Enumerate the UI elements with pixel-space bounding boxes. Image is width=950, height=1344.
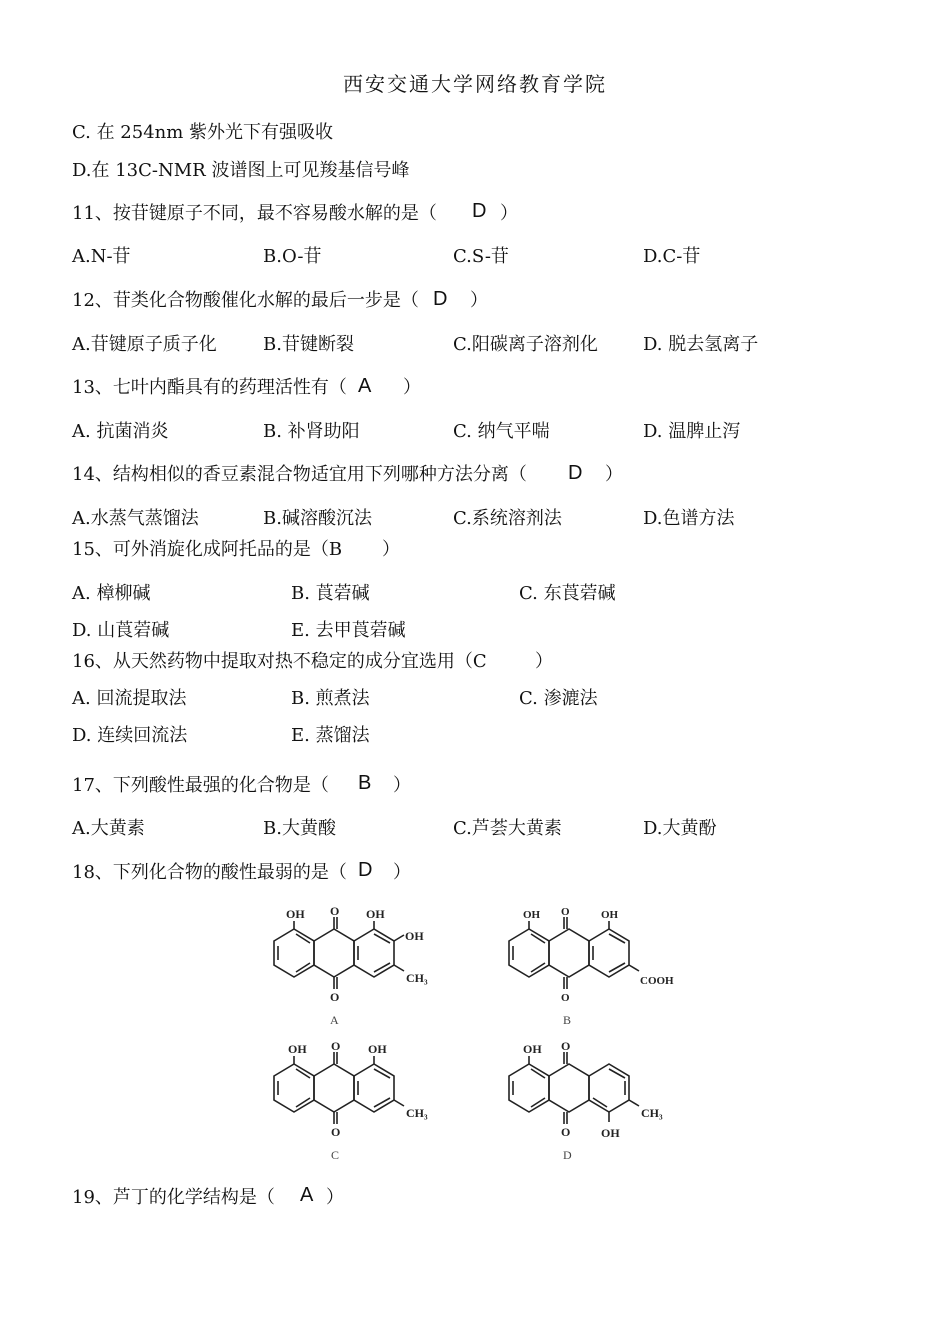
question-12-option: D. 脱去氢离子 xyxy=(643,334,759,355)
question-12-close: ） xyxy=(470,290,488,311)
question-16-option: C. 渗漉法 xyxy=(519,688,598,709)
question-11-option: D.C-苷 xyxy=(643,246,701,267)
structure-c xyxy=(260,1035,450,1169)
label-ch3: CH₃ xyxy=(406,1106,428,1120)
label-o: O xyxy=(561,992,570,1004)
label-oh: OH xyxy=(405,929,424,943)
label-oh: OH xyxy=(366,907,385,921)
question-11-stem: 11、按苷键原子不同，最不容易酸水解的是（ xyxy=(72,203,437,224)
question-16-option: A. 回流提取法 xyxy=(72,688,187,709)
question-12-answer: D xyxy=(433,288,448,310)
question-14-option: B.碱溶酸沉法 xyxy=(263,508,372,529)
question-13-answer: A xyxy=(358,375,372,397)
question-13-option: D. 温脾止泻 xyxy=(643,421,741,442)
question-13-stem: 13、七叶内酯具有的药理活性有（ xyxy=(72,377,347,398)
question-14-close: ） xyxy=(605,464,623,485)
structure-b xyxy=(495,900,695,1034)
question-14-stem: 14、结构相似的香豆素混合物适宜用下列哪种方法分离（ xyxy=(72,464,527,485)
question-11-close: ） xyxy=(500,203,518,224)
label-cooh: COOH xyxy=(640,975,674,987)
question-13-close: ） xyxy=(403,377,421,398)
question-12-option: C.阳碳离子溶剂化 xyxy=(453,334,598,355)
question-15-option: A. 樟柳碱 xyxy=(72,583,151,604)
question-13-option: A. 抗菌消炎 xyxy=(72,421,169,442)
question-17-option: C.芦荟大黄素 xyxy=(453,818,562,839)
question-15-close: ） xyxy=(382,539,400,560)
question-15-option: E. 去甲莨菪碱 xyxy=(291,620,406,641)
question-13-option: B. 补肾助阳 xyxy=(263,421,360,442)
option-line: C. 在 254nm 紫外光下有强吸收 xyxy=(72,122,334,143)
question-18-close: ） xyxy=(393,862,411,883)
label-ch3: CH₃ xyxy=(406,971,428,985)
structure-d xyxy=(495,1035,685,1169)
question-18-answer: D xyxy=(358,859,373,881)
label-oh: OH xyxy=(288,1042,307,1056)
label-oh: OH xyxy=(523,1042,542,1056)
question-11-option: A.N-苷 xyxy=(72,246,131,267)
question-12-option: A.苷键原子质子化 xyxy=(72,334,217,355)
question-16-close: ） xyxy=(535,651,553,672)
question-14-option: D.色谱方法 xyxy=(643,508,735,529)
label-o: O xyxy=(330,904,340,918)
structure-caption: A xyxy=(330,1013,339,1027)
label-o: O xyxy=(330,990,340,1004)
question-14-answer: D xyxy=(568,462,583,484)
structure-caption: C xyxy=(331,1148,340,1162)
question-17-option: B.大黄酸 xyxy=(263,818,336,839)
question-16-option: E. 蒸馏法 xyxy=(291,725,370,746)
question-12-stem: 12、苷类化合物酸催化水解的最后一步是（ xyxy=(72,290,419,311)
question-17-answer: B xyxy=(358,772,372,794)
question-19-close: ） xyxy=(326,1187,344,1208)
label-oh: OH xyxy=(368,1042,387,1056)
label-oh: OH xyxy=(286,907,305,921)
question-11-answer: D xyxy=(472,200,487,222)
question-11-option: C.S-苷 xyxy=(453,246,509,267)
label-o: O xyxy=(561,906,570,918)
page-header: 西安交通大学网络教育学院 xyxy=(343,72,607,96)
question-17-option: D.大黄酚 xyxy=(643,818,717,839)
question-17-option: A.大黄素 xyxy=(72,818,145,839)
label-o: O xyxy=(331,1039,341,1053)
label-o: O xyxy=(561,1125,571,1139)
question-16-stem: 16、从天然药物中提取对热不稳定的成分宜选用（C xyxy=(72,651,487,672)
question-13-option: C. 纳气平喘 xyxy=(453,421,550,442)
question-11-option: B.O-苷 xyxy=(263,246,322,267)
label-ch3: CH₃ xyxy=(641,1106,663,1120)
question-12-option: B.苷键断裂 xyxy=(263,334,354,355)
question-15-stem: 15、可外消旋化成阿托品的是（B xyxy=(72,539,343,560)
question-15-option: D. 山莨菪碱 xyxy=(72,620,170,641)
label-o: O xyxy=(561,1039,571,1053)
structure-caption: D xyxy=(563,1148,572,1162)
question-17-close: ） xyxy=(393,775,411,796)
question-14-option: C.系统溶剂法 xyxy=(453,508,562,529)
question-16-option: B. 煎煮法 xyxy=(291,688,370,709)
option-line: D.在 13C-NMR 波谱图上可见羧基信号峰 xyxy=(72,160,410,181)
question-19-answer: A xyxy=(300,1184,314,1206)
question-16-option: D. 连续回流法 xyxy=(72,725,188,746)
question-17-stem: 17、下列酸性最强的化合物是（ xyxy=(72,775,329,796)
structure-a xyxy=(260,900,450,1034)
label-oh: OH xyxy=(601,1126,620,1140)
question-18-stem: 18、下列化合物的酸性最弱的是（ xyxy=(72,862,347,883)
question-15-option: C. 东莨菪碱 xyxy=(519,583,616,604)
label-o: O xyxy=(331,1125,341,1139)
question-15-option: B. 莨菪碱 xyxy=(291,583,370,604)
label-oh: OH xyxy=(523,909,541,921)
question-14-option: A.水蒸气蒸馏法 xyxy=(72,508,199,529)
structure-caption: B xyxy=(563,1013,572,1027)
question-19-stem: 19、芦丁的化学结构是（ xyxy=(72,1187,275,1208)
label-oh: OH xyxy=(601,909,619,921)
